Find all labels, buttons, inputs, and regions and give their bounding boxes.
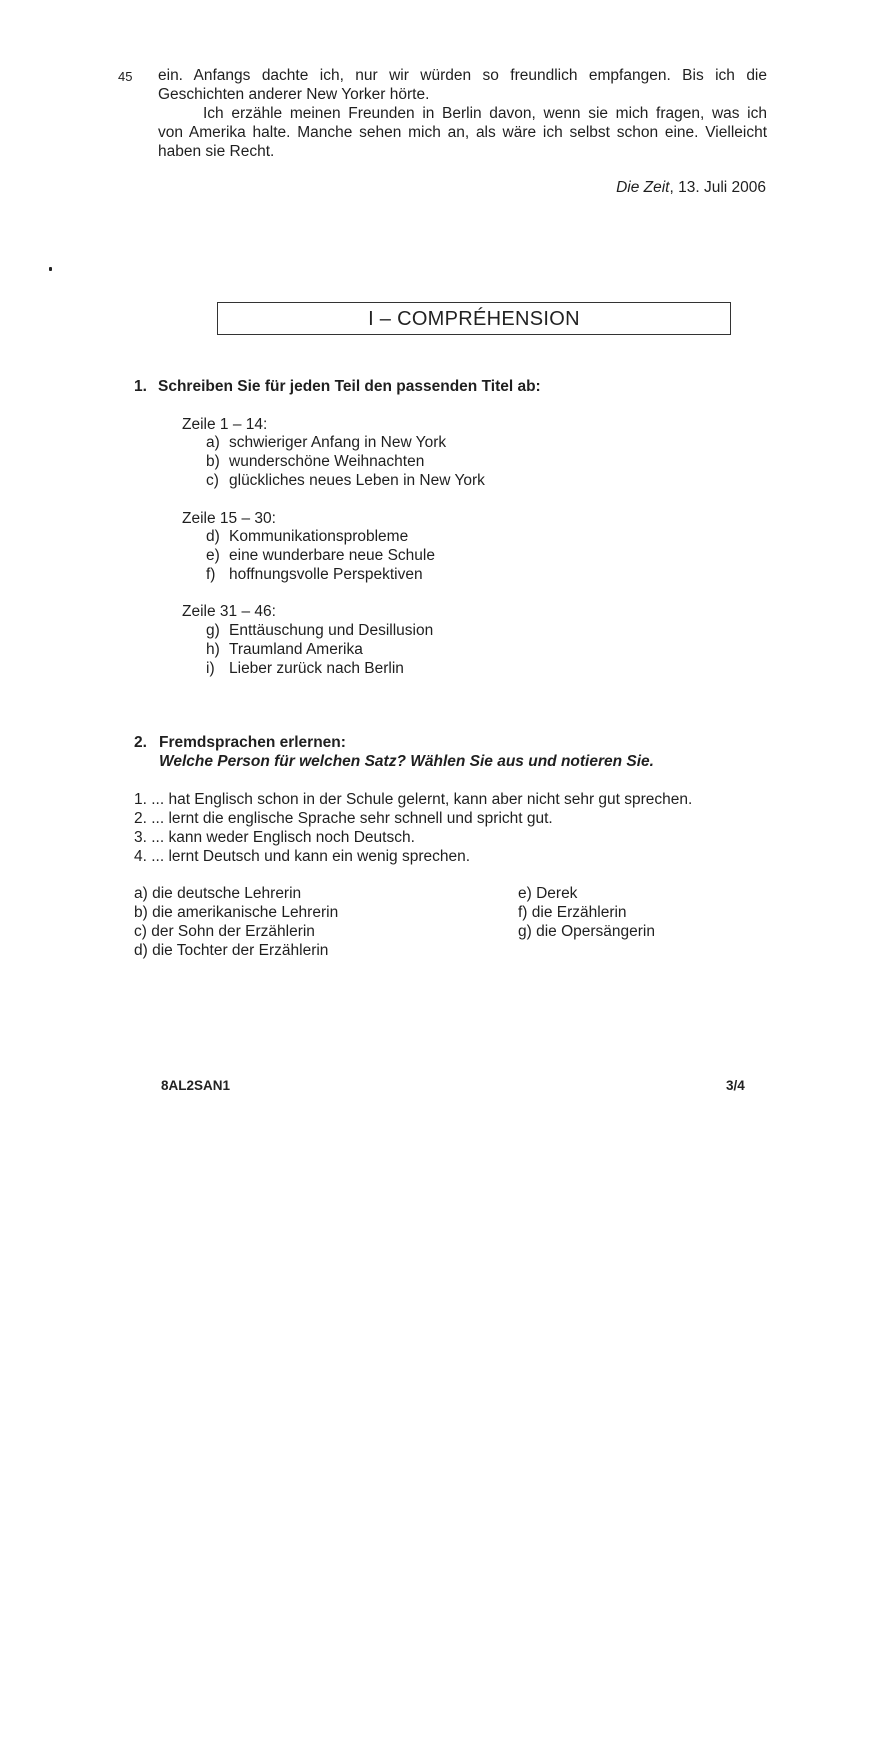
q1-option-e-text: eine wunderbare neue Schule <box>229 547 435 564</box>
q1-option-g-letter: g) <box>206 622 220 639</box>
passage-line-1: ein. Anfangs dachte ich, nur wir würden so freundlich empfangen. Bis ich die <box>158 67 767 84</box>
q1-option-i-letter: i) <box>206 660 215 677</box>
q1-group-1-label: Zeile 1 – 14: <box>182 416 268 433</box>
q1-option-e-letter: e) <box>206 547 220 564</box>
q2-person-a: a) die deutsche Lehrerin <box>134 885 302 902</box>
source-citation <box>616 178 766 197</box>
passage-line-5: haben sie Recht. <box>158 143 275 160</box>
q1-option-a-letter: a) <box>206 434 220 451</box>
q2-sentence-2: 2. ... lernt die englische Sprache sehr schnell und spricht gut. <box>134 810 553 827</box>
q2-sentence-3: 3. ... kann weder Englisch noch Deutsch. <box>134 829 415 846</box>
q1-option-f-letter: f) <box>206 566 216 583</box>
q2-number: 2. <box>134 734 147 751</box>
source-date: , 13. Juli 2006 <box>669 179 766 196</box>
q1-heading: Schreiben Sie für jeden Teil den passenden Titel ab: <box>158 378 541 395</box>
q2-sentence-1: 1. ... hat Englisch schon in der Schule gelernt, kann aber nicht sehr gut sprechen. <box>134 791 693 808</box>
passage-line-2: Geschichten anderer New Yorker hörte. <box>158 86 430 103</box>
q2-person-f: f) die Erzählerin <box>518 904 627 921</box>
section-title-box <box>217 302 731 335</box>
q2-person-e: e) Derek <box>518 885 578 902</box>
q2-person-c: c) der Sohn der Erzählerin <box>134 923 315 940</box>
source-title: Die Zeit <box>616 179 670 196</box>
passage-line-4: von Amerika halte. Manche sehen mich an, als wäre ich selbst schon eine. Vielleicht <box>158 124 767 141</box>
passage-line-3: Ich erzähle meinen Freunden in Berlin davon, wenn sie mich fragen, was ich <box>203 105 767 122</box>
q1-option-h-letter: h) <box>206 641 220 658</box>
q1-group-2-label: Zeile 15 – 30: <box>182 510 276 527</box>
section-title: I – COMPRÉHENSION <box>368 308 580 330</box>
q1-option-b-letter: b) <box>206 453 220 470</box>
stray-mark <box>49 267 52 271</box>
q1-number: 1. <box>134 378 147 395</box>
q1-option-c-letter: c) <box>206 472 219 489</box>
q2-subheading: Welche Person für welchen Satz? Wählen Sie aus und notieren Sie. <box>159 753 654 770</box>
q2-person-d: d) die Tochter der Erzählerin <box>134 942 329 959</box>
q1-option-g-text: Enttäuschung und Desillusion <box>229 622 434 639</box>
q1-option-f-text: hoffnungsvolle Perspektiven <box>229 566 423 583</box>
q1-option-i-text: Lieber zurück nach Berlin <box>229 660 404 677</box>
q1-option-b-text: wunderschöne Weihnachten <box>229 453 425 470</box>
q1-option-h-text: Traumland Amerika <box>229 641 363 658</box>
q1-option-d-letter: d) <box>206 528 220 545</box>
q2-sentence-4: 4. ... lernt Deutsch und kann ein wenig sprechen. <box>134 848 471 865</box>
q1-option-c-text: glückliches neues Leben in New York <box>229 472 485 489</box>
footer-code: 8AL2SAN1 <box>161 1078 231 1093</box>
q1-option-d-text: Kommunikationsprobleme <box>229 528 409 545</box>
q2-person-b: b) die amerikanische Lehrerin <box>134 904 339 921</box>
q2-heading: Fremdsprachen erlernen: <box>159 734 346 751</box>
q1-option-a-text: schwieriger Anfang in New York <box>229 434 447 451</box>
line-number: 45 <box>118 69 133 84</box>
q1-group-3-label: Zeile 31 – 46: <box>182 603 276 620</box>
page-number: 3/4 <box>726 1078 745 1093</box>
q2-person-g: g) die Opersängerin <box>518 923 655 940</box>
